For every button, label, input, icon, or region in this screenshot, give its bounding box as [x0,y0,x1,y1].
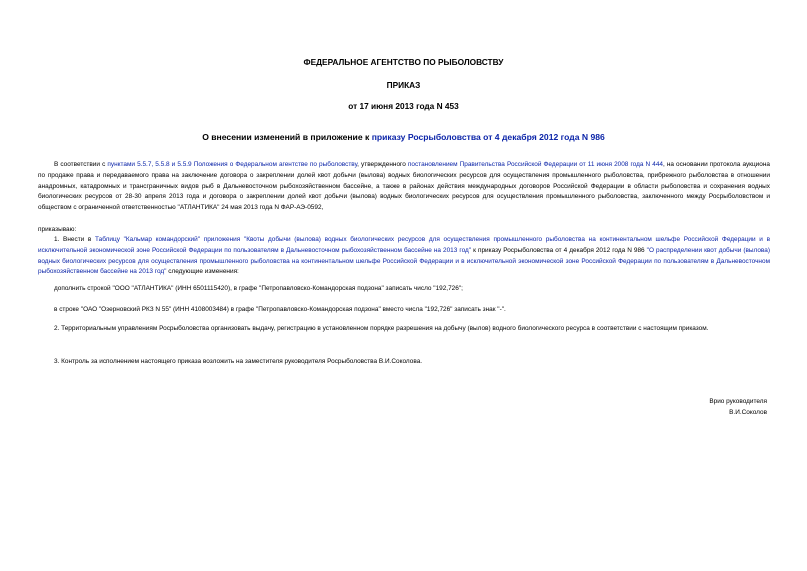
p1-link-regulation[interactable]: пунктами 5.5.7, 5.5.8 и 5.5.9 Положения о Федеральном агентстве по рыболовству [107,161,358,168]
p2-text-c: следующие изменения: [166,268,239,276]
p1-text-c: , на основании протокола аукциона по продаже права и передаваемого права на заключение договора о закреплении долей квот добычи (вылова) водных биологических ресурсов для осуществления промышленного рыболовства, прибрежного рыболовства в отношении анадромных, катадромных и трансграничных видов рыб в Дальневосточном рыбохозяйственном бассейне, а также в районах действия международных договоров Российской Федерации в области рыболовства и сохранения водных биологических ресурсов от 28-30 апреля 2013 года и договора о закреплении долей квот добычи (вылова) водных биологических ресурсов для осуществления промышленного рыболовства, заключенного между Росрыболовством и обществом с ограниченной ответственностью "АТЛАНТИКА" 24 мая 2013 года N ФАР-АЭ-0592, [38,161,770,212]
item-2-paragraph: 2. Территориальным управлениям Росрыболовства организовать выдачу, регистрацию в установленном порядке разрешения на добычу (вылов) водного биологического ресурса в соответствии с настоящим приказом. [54,325,709,332]
change-row-line: в строке "ОАО "Озерновский РКЗ N 55" (ИНН 4108003484) в графе "Петропавловско-Командорская подзона" вместо числа "192,726" записать знак "-". [54,306,506,313]
doc-date: от 17 июня 2013 года N 453 [348,101,459,111]
preamble-paragraph [38,160,770,214]
p1-link-resolution[interactable]: постановлением Правительства Российской Федерации от 11 июня 2008 года N 444 [407,161,663,168]
agency-title: ФЕДЕРАЛЬНОЕ АГЕНТСТВО ПО РЫБОЛОВСТВУ [303,57,504,67]
p1-text-a: В соответствии с [54,161,108,168]
doc-subject [0,132,807,142]
subject-prefix: О внесении изменений в приложение к [202,132,372,142]
signature-title: Врио руководителя [709,398,767,405]
item-3-paragraph: 3. Контроль за исполнением настоящего приказа возложить на заместителя руководителя Росрыболовства В.И.Соколова. [54,358,423,365]
item-1-paragraph [38,235,770,278]
subject-link[interactable]: приказу Росрыболовства от 4 декабря 2012 года N 986 [371,132,605,142]
ordered-line: приказываю: [38,226,77,233]
p2-text-a: 1. Внести в [54,236,96,243]
p1-text-b: , утвержденного [357,161,408,168]
add-row-line: дополнить строкой "ООО "АТЛАНТИКА" (ИНН 6501115420), в графе "Петропавловско-Командорская подзона" записать число "192,726"; [54,285,463,292]
doc-type: ПРИКАЗ [386,80,421,90]
p2-link-order[interactable]: "О распределении квот добычи (вылова) водных биологических ресурсов для осуществления промышленного рыболовства на континентальном шельфе Российской Федерации и в исключительной экономической зоне Российской Федерации по пользователям в Дальневосточном рыбохозяйственном бассейне на 2013 год" [38,246,770,276]
p2-link-table[interactable]: Таблицу "Кальмар командорский" приложения "Квоты добычи (вылова) водных биологических ресурсов для осуществления промышленного рыболовства на континентальном шельфе Российской Федерации и в исключительной экономической зоне Российской Федерации по пользователям в Дальневосточном рыбохозяйственном бассейне на 2013 год" [38,236,771,254]
p2-text-b: к приказу Росрыболовства от 4 декабря 2012 года N 986 [471,246,647,254]
signature-name: В.И.Соколов [729,409,767,416]
